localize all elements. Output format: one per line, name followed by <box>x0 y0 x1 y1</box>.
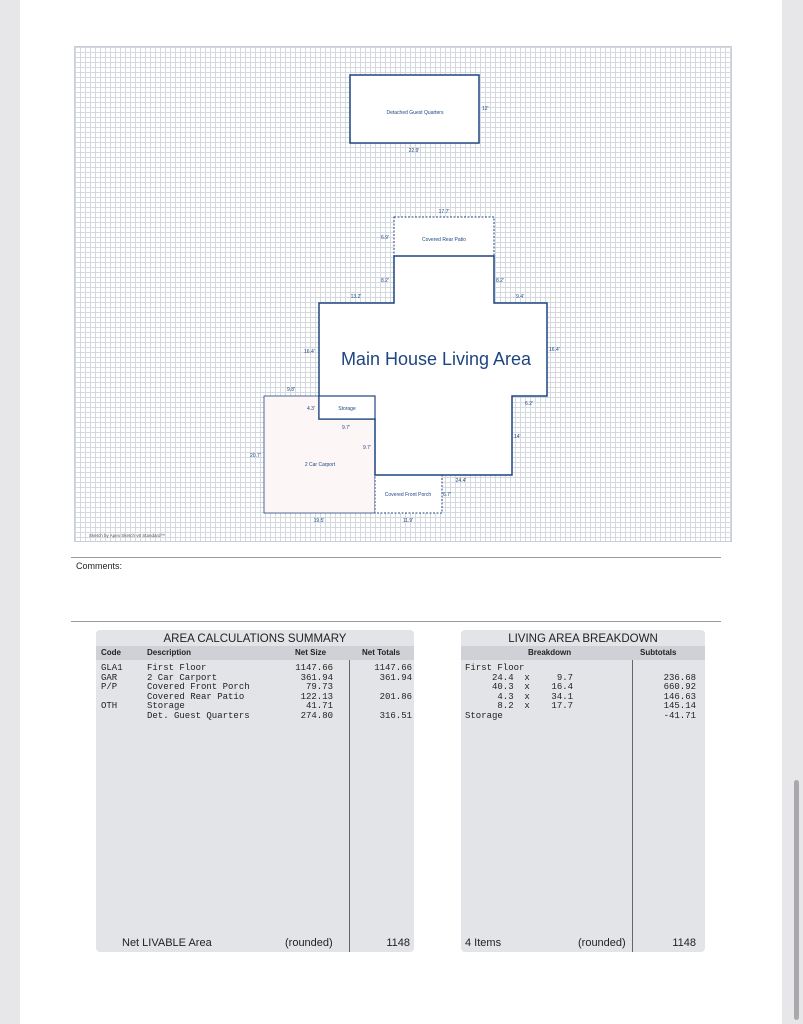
vertical-scrollbar[interactable] <box>794 780 799 1020</box>
carport-label: 2 Car Carport <box>304 462 336 468</box>
dim-guest-width: 22.9' <box>408 148 420 154</box>
header-net-totals: Net Totals <box>362 648 401 657</box>
dim-11-9: 11.9' <box>402 518 414 524</box>
dim-14: 14' <box>514 434 521 440</box>
living-rounded-label: (rounded) <box>578 937 626 949</box>
header-breakdown: Breakdown <box>528 648 572 657</box>
breakdown-column: First Floor 24.4 x 9.7 40.3 x 16.4 4.3 x 34.1 8.2 x 17.7 Storage <box>465 663 574 721</box>
comments-label: Comments: <box>76 561 123 571</box>
header-subtotals: Subtotals <box>640 648 677 657</box>
header-description: Description <box>147 648 192 657</box>
divider-top <box>71 557 721 558</box>
dim-16-4-right: 16.4' <box>549 347 560 353</box>
dim-8-2-right: 8.2' <box>496 278 504 284</box>
floor-plan-drawing <box>75 47 731 541</box>
dim-8-2-left: 8.2' <box>381 278 389 284</box>
dim-9-7a: 9.7' <box>342 425 350 431</box>
net-livable-label: Net LIVABLE Area <box>122 937 212 949</box>
dim-16-4-left: 16.4' <box>304 349 315 355</box>
sketch-credit: Sketch by Apex Sketch v6 Standard™ <box>89 533 166 538</box>
header-net-size: Net Size <box>295 648 327 657</box>
dim-6-7: 6.7' <box>443 492 451 498</box>
dim-9-4: 9.4' <box>516 294 524 300</box>
net-livable-value: 1148 <box>386 937 410 949</box>
area-rounded-label: (rounded) <box>285 937 333 949</box>
living-breakdown-divider <box>632 660 633 952</box>
dim-patio-height: 6.9' <box>381 235 389 241</box>
area-summary-divider <box>349 660 350 952</box>
code-column: GLA1 GAR P/P OTH <box>101 663 123 711</box>
dim-guest-height: 12' <box>482 106 489 112</box>
net-totals-column: 1147.66 361.94 201.86 316.51 <box>374 663 412 721</box>
dim-13-2: 13.2' <box>350 294 362 300</box>
guest-quarters-outline <box>350 75 479 143</box>
items-count: 4 Items <box>465 937 502 949</box>
divider-bottom <box>71 621 721 622</box>
living-breakdown-title: LIVING AREA BREAKDOWN <box>508 633 658 645</box>
living-area-value: 1148 <box>672 937 696 949</box>
description-column: First Floor 2 Car Carport Covered Front Porch Covered Rear Patio Storage Det. Guest Quarters <box>147 663 250 721</box>
main-house-label: Main House Living Area <box>340 349 532 369</box>
dim-4-3: 4.3' <box>307 406 315 412</box>
rear-patio-label: Covered Rear Patio <box>422 237 466 243</box>
dim-24-4: 24.4' <box>455 478 467 484</box>
living-area-breakdown <box>461 630 705 952</box>
dim-19-5: 19.5' <box>313 518 325 524</box>
net-size-column: 1147.66 361.94 79.73 122.13 41.71 274.80 <box>295 663 333 721</box>
header-code: Code <box>101 648 121 657</box>
dim-9-8: 9.8' <box>287 387 295 393</box>
floor-plan-sketch <box>74 46 732 542</box>
dim-20-7: 20.7' <box>250 453 261 459</box>
storage-label: Storage <box>338 406 356 412</box>
front-porch-label: Covered Front Porch <box>384 492 432 498</box>
dim-9-7b: 9.7' <box>363 445 371 451</box>
dim-6-2: 6.2' <box>525 401 533 407</box>
guest-quarters-label: Detached Guest Quarters <box>386 110 444 116</box>
area-summary-title: AREA CALCULATIONS SUMMARY <box>163 633 347 645</box>
area-calculations-summary <box>96 630 414 952</box>
subtotals-column: 236.68 660.92 146.63 145.14 -41.71 <box>663 672 696 721</box>
dim-patio-width: 17.7' <box>438 209 450 215</box>
